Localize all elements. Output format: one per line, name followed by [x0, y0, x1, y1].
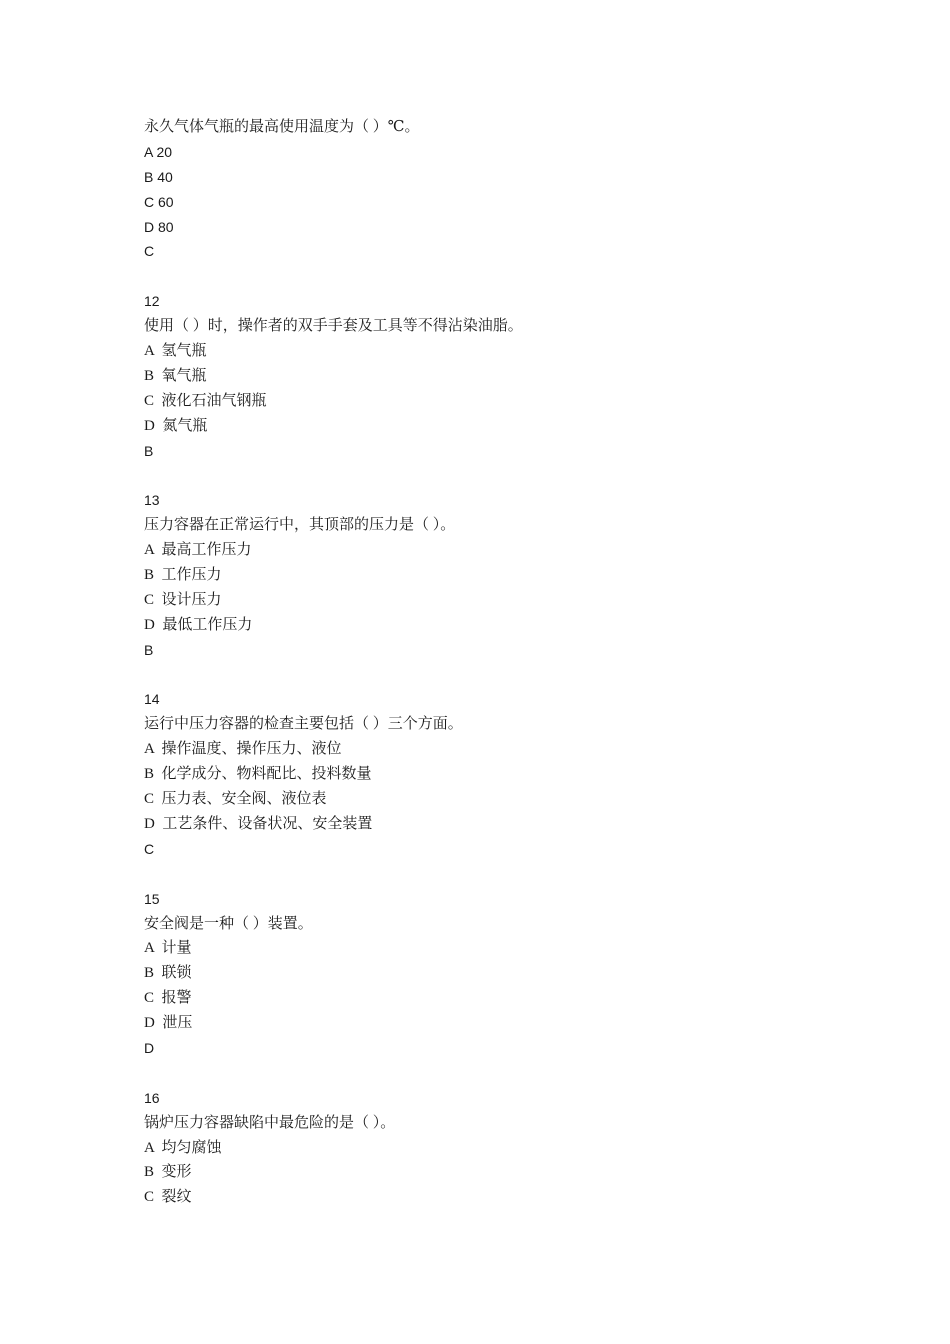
question-list	[144, 115, 844, 1210]
question-number: 13	[144, 492, 160, 509]
option-d: D 80	[144, 218, 174, 235]
option-b: B 变形	[144, 1164, 192, 1181]
question-block	[144, 289, 844, 463]
answer: C	[144, 840, 155, 857]
question-stem: 运行中压力容器的检查主要包括（ ）三个方面。	[144, 716, 463, 733]
question-stem: 永久气体气瓶的最高使用温度为（ ）℃。	[144, 119, 420, 135]
answer: C	[144, 243, 155, 260]
option-d: D 工艺条件、设备状况、安全装置	[144, 815, 373, 832]
answer: D	[144, 1039, 155, 1056]
spacer	[144, 1061, 844, 1086]
option-c: C 设计压力	[144, 591, 222, 608]
option-c: C 报警	[144, 990, 192, 1007]
question-number: 14	[144, 691, 160, 708]
option-a: A 最高工作压力	[144, 542, 252, 559]
question-number: 16	[144, 1089, 160, 1106]
option-a: A 氢气瓶	[144, 343, 207, 360]
question-block	[144, 887, 844, 1061]
option-a: A 均匀腐蚀	[144, 1139, 222, 1156]
option-c: C 压力表、安全阀、液位表	[144, 791, 327, 808]
option-c: C 裂纹	[144, 1189, 192, 1206]
question-block	[144, 488, 844, 662]
option-a: A 计量	[144, 940, 192, 957]
spacer	[144, 264, 844, 289]
question-block	[144, 115, 844, 264]
option-d: D 氮气瓶	[144, 417, 208, 434]
option-b: B 工作压力	[144, 567, 222, 584]
question-stem: 锅炉压力容器缺陷中最危险的是（ ）。	[144, 1114, 396, 1131]
answer: B	[144, 442, 154, 459]
spacer	[144, 663, 844, 688]
spacer	[144, 463, 844, 488]
option-b: B 40	[144, 168, 173, 185]
question-block	[144, 687, 844, 861]
question-number: 12	[144, 293, 160, 310]
option-c: C 液化石油气钢瓶	[144, 392, 267, 409]
question-block	[144, 1086, 844, 1210]
question-stem: 安全阀是一种（ ）装置。	[144, 915, 313, 932]
option-a: A 操作温度、操作压力、液位	[144, 741, 342, 758]
option-b: B 氧气瓶	[144, 367, 207, 384]
spacer	[144, 862, 844, 887]
option-a: A 20	[144, 143, 173, 160]
question-number: 15	[144, 890, 160, 907]
question-stem: 压力容器在正常运行中，其顶部的压力是（ ）。	[144, 517, 456, 534]
question-stem: 使用（ ）时，操作者的双手手套及工具等不得沾染油脂。	[144, 318, 523, 335]
option-b: B 联锁	[144, 965, 192, 982]
option-b: B 化学成分、物料配比、投料数量	[144, 766, 372, 783]
option-c: C 60	[144, 193, 174, 210]
option-d: D 泄压	[144, 1015, 193, 1032]
option-d: D 最低工作压力	[144, 616, 253, 633]
answer: B	[144, 641, 154, 658]
